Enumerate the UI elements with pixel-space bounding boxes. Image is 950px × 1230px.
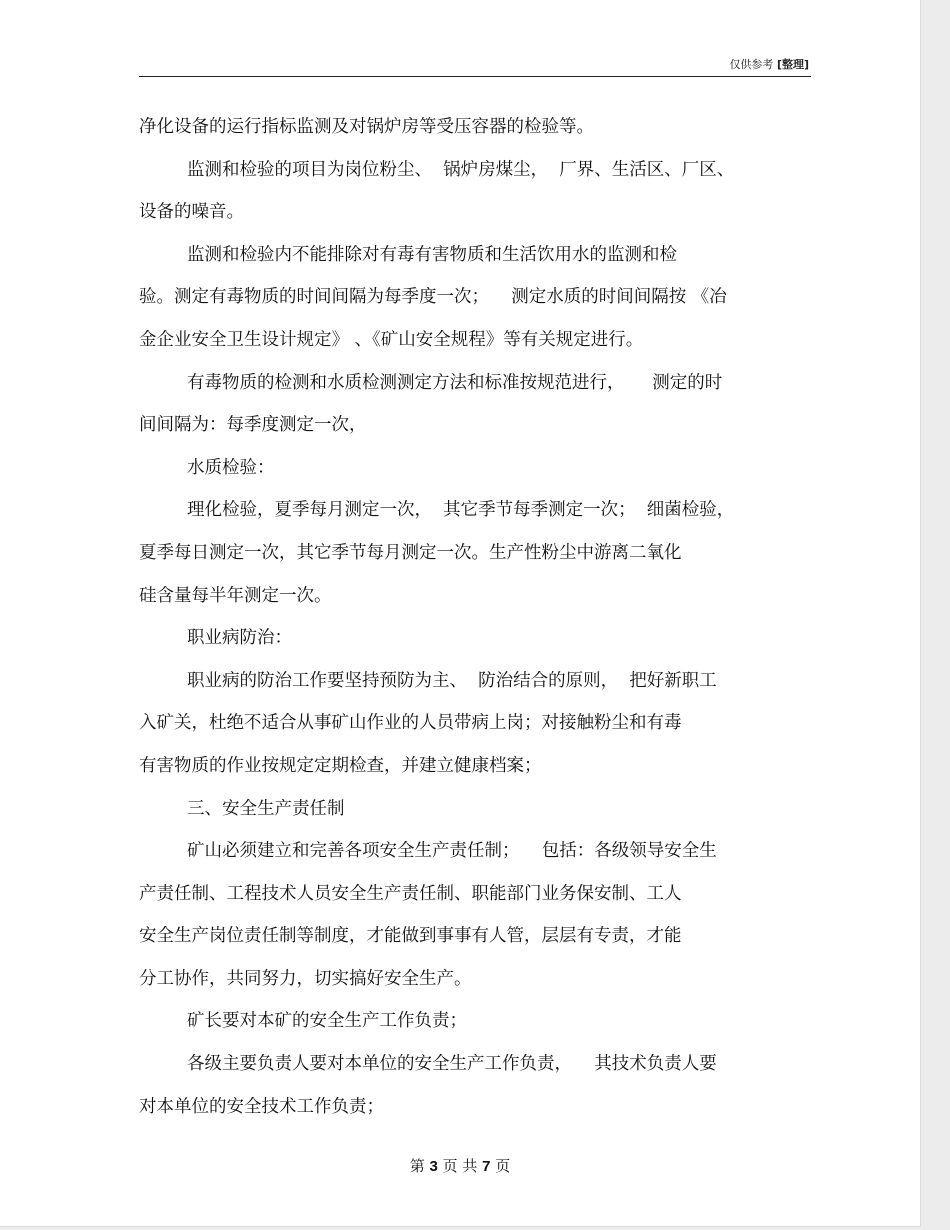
text-line: 设备的噪音。 xyxy=(139,202,244,223)
page-header xyxy=(139,56,811,77)
footer-total-pages: 7 xyxy=(482,1158,491,1175)
text-line: 产责任制、工程技术人员安全生产责任制、职能部门业务保安制、工人 xyxy=(139,883,682,904)
text-line: 分工协作，共同努力，切实搞好安全生产。 xyxy=(139,968,472,989)
text-line: 安全生产岗位责任制等制度，才能做到事事有人管，层层有专责，才能 xyxy=(139,926,682,947)
text-line: 矿山必须建立和完善各项安全生产责任制； 包括：各级领导安全生 xyxy=(187,841,717,862)
text-line: 水质检验： xyxy=(187,457,275,478)
page-footer xyxy=(0,1155,920,1176)
footer-middle: 页 共 xyxy=(442,1157,478,1175)
text-line: 矿长要对本矿的安全生产工作负责； xyxy=(187,1011,467,1032)
footer-page-number: 3 xyxy=(429,1158,438,1175)
text-line: 理化检验，夏季每月测定一次， 其它季节每季测定一次； 细菌检验， xyxy=(187,500,735,521)
text-line: 验。测定有毒物质的时间间隔为每季度一次； 测定水质的时间间隔按 《冶 xyxy=(139,287,727,308)
footer-prefix: 第 xyxy=(409,1157,425,1175)
text-line: 夏季每日测定一次，其它季节每月测定一次。生产性粉尘中游离二氧化 xyxy=(139,542,682,563)
text-line: 有害物质的作业按规定定期检查，并建立健康档案； xyxy=(139,755,542,776)
text-line: 入矿关，杜绝不适合从事矿山作业的人员带病上岗；对接触粉尘和有毒 xyxy=(139,713,682,734)
text-line: 有毒物质的检测和水质检测测定方法和标准按规范进行， 测定的时 xyxy=(187,372,723,393)
text-line: 净化设备的运行指标监测及对锅炉房等受压容器的检验等。 xyxy=(139,117,594,137)
text-line: 监测和检验的项目为岗位粉尘、 锅炉房煤尘， 厂界、生活区、厂区、 xyxy=(187,159,735,180)
document-body xyxy=(139,112,811,1134)
text-line: 各级主要负责人要对本单位的安全生产工作负责， 其技术负责人要 xyxy=(187,1054,717,1075)
text-line: 间间隔为：每季度测定一次， xyxy=(139,415,367,436)
header-tag: [整理] xyxy=(776,58,809,71)
text-line: 硅含量每半年测定一次。 xyxy=(139,585,332,606)
text-line: 职业病防治： xyxy=(187,628,292,649)
text-line: 三、安全生产责任制 xyxy=(187,798,345,819)
text-line: 对本单位的安全技术工作负责； xyxy=(139,1096,384,1117)
header-reference-text: 仅供参考 xyxy=(729,58,774,71)
text-line: 职业病的防治工作要坚持预防为主、 防治结合的原则， 把好新职工 xyxy=(187,670,717,691)
text-line: 金企业安全卫生设计规定》 、《矿山安全规程》等有关规定进行。 xyxy=(139,329,644,350)
text-line: 监测和检验内不能排除对有毒有害物质和生活饮用水的监测和检 xyxy=(187,244,677,265)
footer-suffix: 页 xyxy=(495,1157,511,1175)
header-label xyxy=(729,56,809,72)
